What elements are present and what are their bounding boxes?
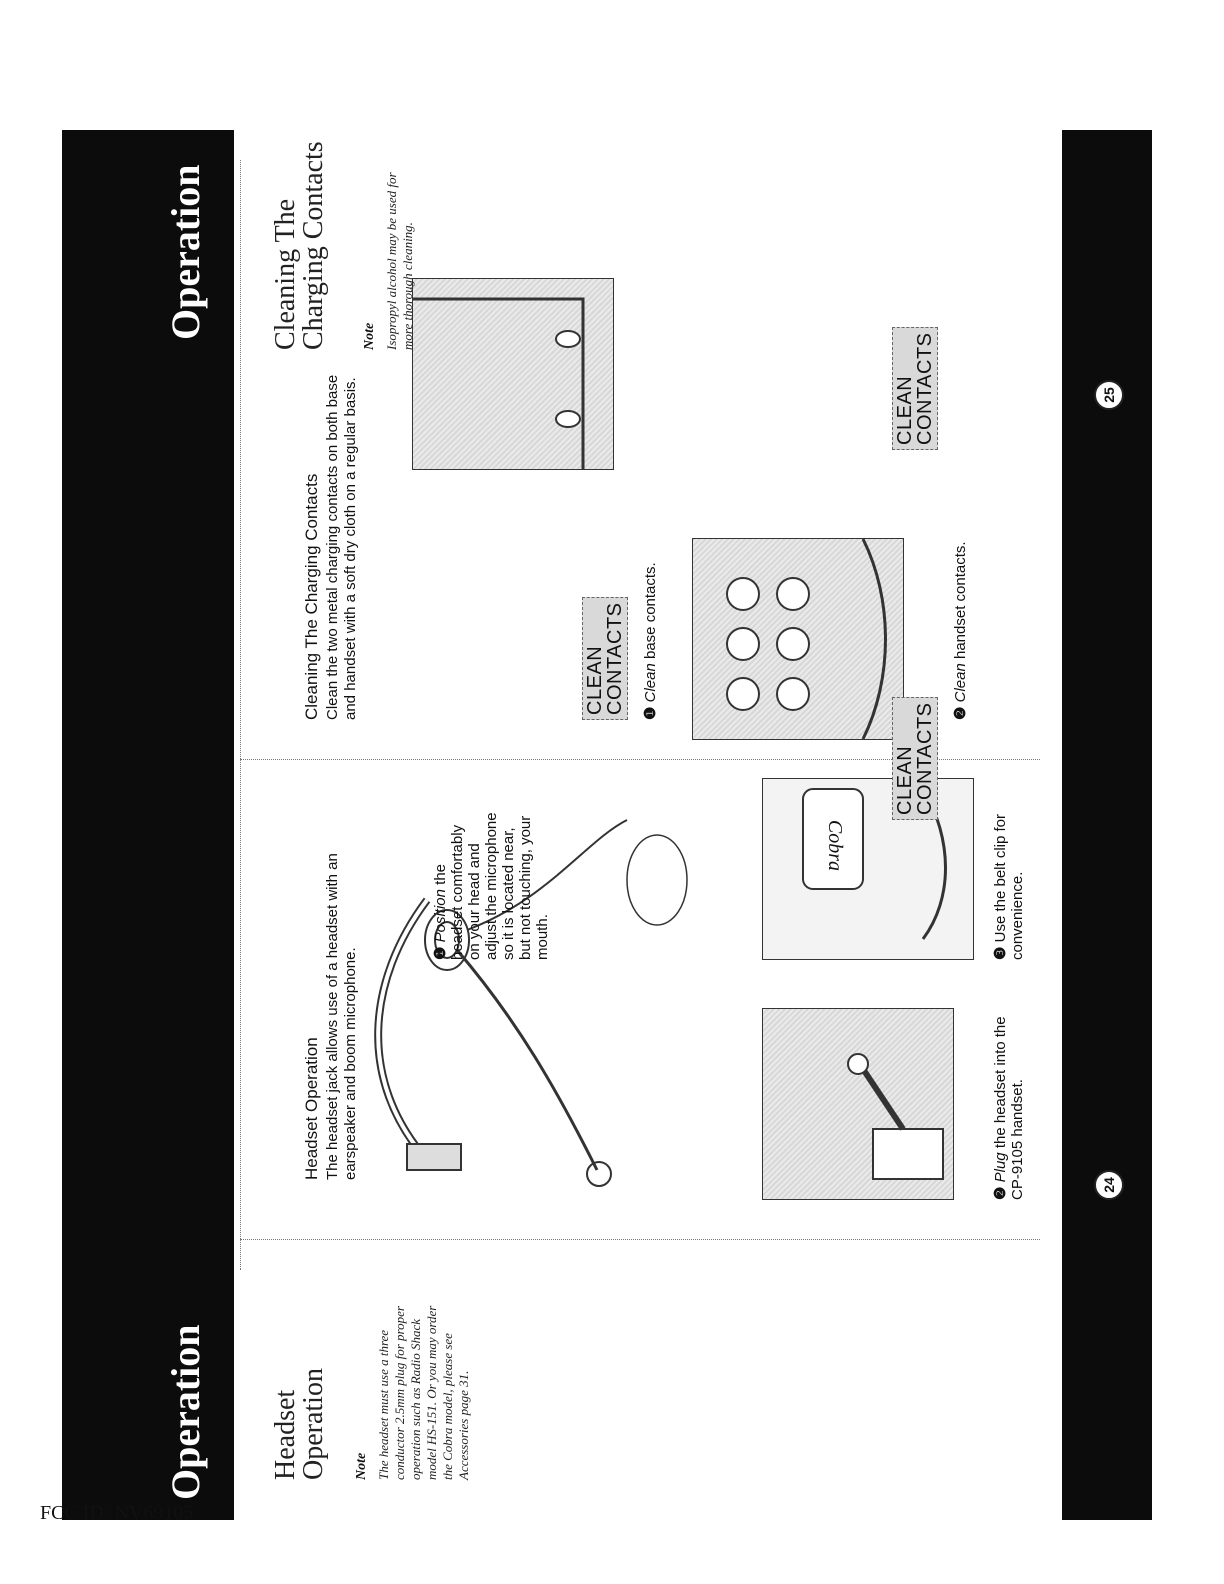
label-line-2: CONTACTS [914,332,936,445]
intro-text: The headset jack allows use of a headset with an earspeaker and boom microphone. [324,853,359,1180]
clean-contacts-label-handset-2 [892,327,938,450]
step-2-verb-right: Clean [952,663,969,703]
title-line-2: Charging Contacts [298,141,329,350]
step-2-text: the headset into the CP-9105 handset. [992,1016,1026,1200]
note-heading: Note [362,322,377,350]
clean-contacts-label-base [582,597,628,720]
label-line-1: CLEAN [894,375,916,445]
title-line-2: Operation [298,1368,329,1480]
photo-belt-clip [762,778,974,960]
step-2-caption-right: ❷ Clean handset contacts. [952,541,969,720]
page-title-cleaning [272,130,328,350]
step-2-caption-left: ❷ Plug the headset into the CP-9105 handset. [992,1016,1026,1200]
title-line-1: Cleaning The [270,198,301,350]
note-text: The headset must use a three conductor 2.5mm plug for proper operation such as Radio Shack model HS-151. Or you may order the Cobra model, please see Accessories page 31. [376,1305,471,1480]
note-heading: Note [354,1452,369,1480]
step-1-caption-right: ❶ Clean base contacts. [642,562,659,720]
page-number-24: 24 [1094,1170,1124,1200]
title-line-1: Headset [270,1389,301,1480]
label-line-2: CONTACTS [914,702,936,815]
section-heading-operation-right: Operation [163,164,208,340]
step-2-verb: Plug [992,1152,1009,1183]
step-3-text: Use the belt clip for convenience. [992,813,1026,960]
cobra-logo: Cobra [824,819,846,871]
clean-contacts-label-handset-1 [892,697,938,820]
step-1-verb-right: Clean [642,663,659,703]
divider [240,160,241,1270]
step-2-text-right: handset contacts. [952,541,969,659]
headset-operation-intro [302,850,360,1180]
step-1-text-right: base contacts. [642,562,659,659]
manual-spread [62,130,1152,1520]
photo-plug-headset [762,1008,954,1200]
note-block-right [362,150,416,350]
label-line-2: CONTACTS [604,602,626,715]
step-1-verb: Position [432,889,449,943]
step-1-text: the headset comfortably on your head and adjust the microphone so it is located near, but not touching, your mouth. [432,812,551,960]
label-line-1: CLEAN [894,745,916,815]
page-divider-vertical [240,1239,1040,1240]
fcc-id: FCC ID: NV69105 [40,1502,194,1524]
sub-heading-headset: Headset Operation [302,1037,321,1180]
step-3-caption-left: ❸ Use the belt clip for convenience. [992,813,1026,960]
base-contacts-illustration [412,278,614,470]
section-heading-operation-left: Operation [163,1324,208,1500]
cleaning-intro [302,360,360,720]
label-line-1: CLEAN [584,645,606,715]
page-title-headset [272,1368,328,1480]
handset-contacts-illustration [692,538,904,740]
cleaning-intro-text: Clean the two metal charging contacts on both base and handset with a soft dry cloth on a regular basis. [324,374,359,720]
page-number-25: 25 [1094,380,1124,410]
note-text: Isopropyl alcohol may be used for more thorough cleaning. [384,172,415,350]
section-bar-bottom [1062,130,1152,1520]
step-1-caption-left: ❶ Position the headset comfortably on your head and adjust the microphone so it is located near, but not touching, your mouth. [432,812,551,960]
sub-heading-cleaning: Cleaning The Charging Contacts [302,473,321,720]
note-block-left [354,1290,472,1480]
